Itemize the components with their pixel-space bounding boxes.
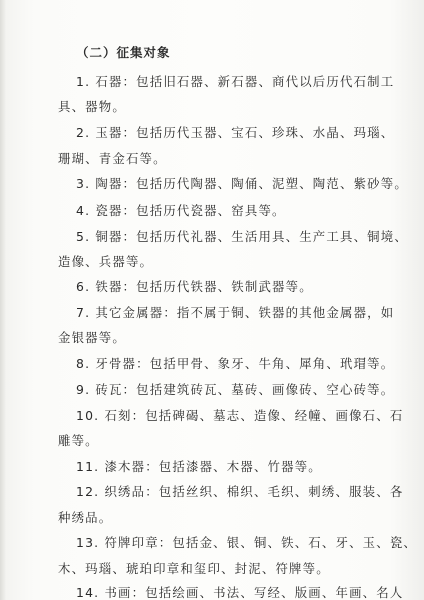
item-2-line-1: 2. 玉器：包括历代玉器、宝石、珍珠、水晶、玛瑙、 xyxy=(76,125,395,140)
item-9-line-1: 9. 砖瓦：包括建筑砖瓦、墓砖、画像砖、空心砖等。 xyxy=(76,382,395,397)
item-5-line-2: 造像、兵器等。 xyxy=(58,254,154,269)
item-2-line-2: 珊瑚、青金石等。 xyxy=(58,151,167,166)
item-12-line-1: 12. 织绣品：包括丝织、棉织、毛织、刺绣、服装、各 xyxy=(76,484,404,499)
item-8-line-1: 8. 牙骨器：包括甲骨、象牙、牛角、犀角、玳瑁等。 xyxy=(76,356,395,371)
item-12-line-2: 种绣品。 xyxy=(58,510,113,525)
item-11-line-1: 11. 漆木器：包括漆器、木器、竹器等。 xyxy=(76,459,322,474)
item-10-line-2: 雕等。 xyxy=(58,433,99,448)
item-13-line-1: 13. 符牌印章：包括金、银、铜、铁、石、牙、玉、瓷、 xyxy=(76,535,418,550)
item-10-line-1: 10. 石刻：包括碑碣、墓志、造像、经幢、画像石、石 xyxy=(76,408,404,423)
item-14-line-1: 14. 书画：包括绘画、书法、写经、版画、年画、名人 xyxy=(76,585,404,600)
item-3-line-1: 3. 陶器：包括历代陶器、陶俑、泥塑、陶范、紫砂等。 xyxy=(76,176,408,191)
item-13-line-2: 木、玛瑙、琥珀印章和玺印、封泥、符牌等。 xyxy=(58,561,330,576)
section-heading: （二）征集对象 xyxy=(76,45,171,60)
item-7-line-1: 7. 其它金属器：指不属于铜、铁器的其他金属器，如 xyxy=(76,305,395,320)
scan-edge-shadow xyxy=(0,0,6,600)
item-1-line-1: 1. 石器：包括旧石器、新石器、商代以后历代石制工 xyxy=(76,74,395,89)
item-6-line-1: 6. 铁器：包括历代铁器、铁制武器等。 xyxy=(76,279,313,294)
item-7-line-2: 金银器等。 xyxy=(58,330,126,345)
item-4-line-1: 4. 瓷器：包括历代瓷器、窑具等。 xyxy=(76,203,286,218)
item-5-line-1: 5. 铜器：包括历代礼器、生活用具、生产工具、铜境、 xyxy=(76,229,408,244)
item-1-line-2: 具、器物。 xyxy=(58,99,126,114)
